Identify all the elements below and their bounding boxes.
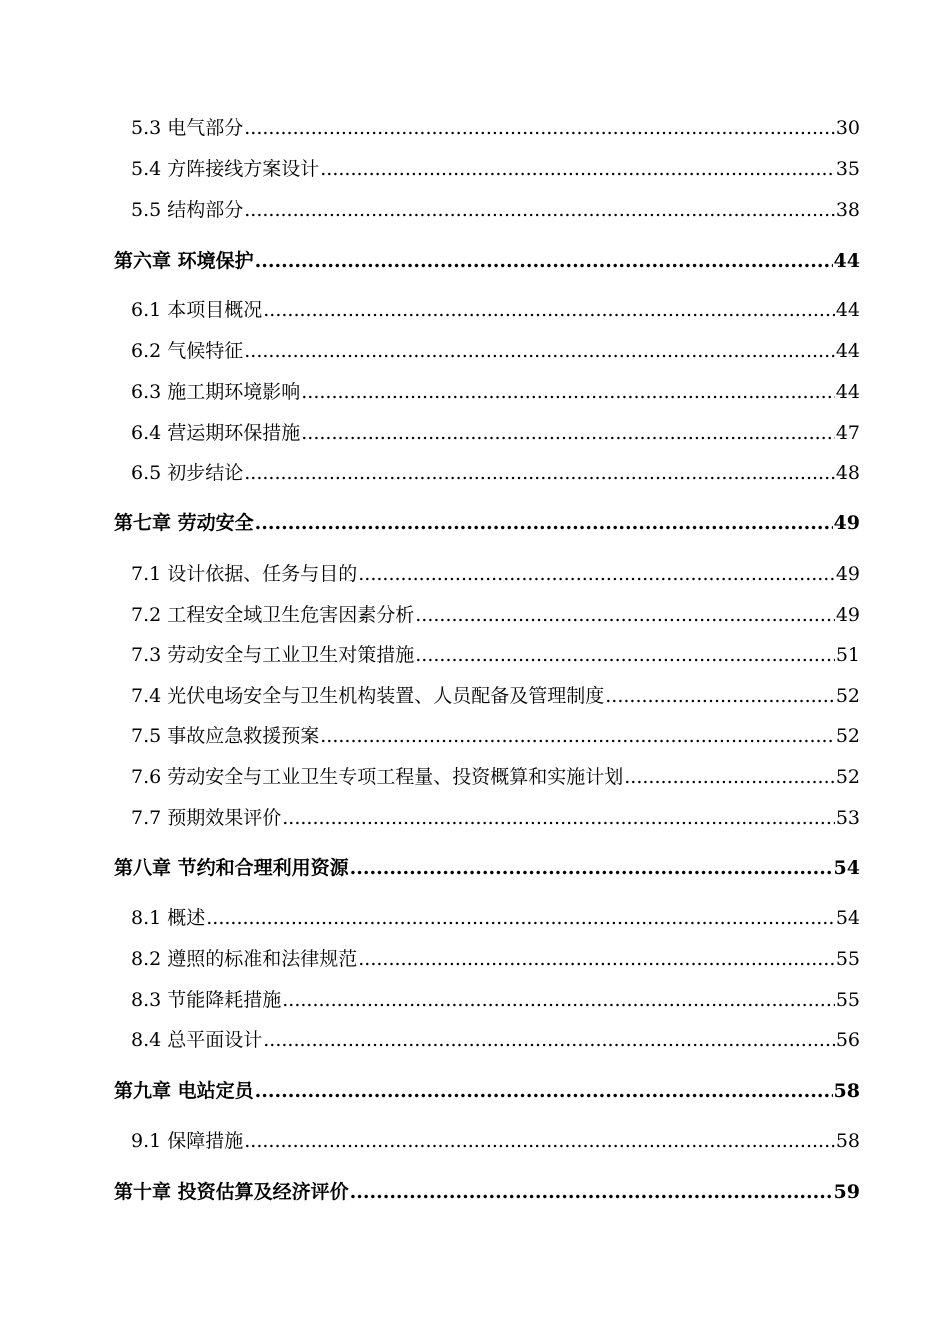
toc-chapter-page: 44 — [833, 250, 860, 272]
toc-entry-5-3[interactable] — [131, 116, 860, 140]
dot-leader — [206, 906, 835, 930]
dot-leader — [263, 298, 835, 322]
toc-chapter-page: 54 — [833, 857, 860, 879]
toc-chapter-page: 58 — [833, 1080, 860, 1102]
dot-leader — [282, 806, 835, 830]
dot-leader — [415, 603, 835, 627]
toc-entry-7-6[interactable] — [131, 765, 860, 789]
dot-leader — [282, 988, 835, 1012]
toc-chapter-page: 59 — [833, 1181, 860, 1203]
toc-entry-label: 7.1 设计依据、任务与目的 — [131, 563, 358, 585]
toc-chapter-9[interactable] — [114, 1079, 860, 1103]
toc-entry-7-7[interactable] — [131, 806, 860, 830]
toc-entry-label: 6.2 气候特征 — [131, 340, 244, 362]
toc-entry-page: 52 — [835, 766, 860, 788]
dot-leader — [244, 461, 835, 485]
dot-leader — [320, 157, 835, 181]
toc-entry-page: 55 — [835, 989, 860, 1011]
toc-chapter-7[interactable] — [114, 511, 860, 535]
toc-entry-8-1[interactable] — [131, 906, 860, 930]
toc-chapter-label: 第八章 节约和合理利用资源 — [114, 857, 349, 879]
toc-entry-7-1[interactable] — [131, 562, 860, 586]
dot-leader — [244, 116, 835, 140]
dot-leader — [301, 380, 835, 404]
toc-entry-label: 7.6 劳动安全与工业卫生专项工程量、投资概算和实施计划 — [131, 766, 624, 788]
toc-entry-page: 44 — [835, 340, 860, 362]
toc-entry-page: 44 — [835, 381, 860, 403]
toc-entry-page: 51 — [835, 644, 860, 666]
dot-leader — [244, 339, 835, 363]
toc-entry-label: 6.5 初步结论 — [131, 462, 244, 484]
toc-entry-label: 5.3 电气部分 — [131, 117, 244, 139]
toc-entry-7-2[interactable] — [131, 603, 860, 627]
toc-entry-page: 30 — [835, 117, 860, 139]
dot-leader — [301, 421, 835, 445]
toc-chapter-label: 第十章 投资估算及经济评价 — [114, 1181, 349, 1203]
toc-entry-label: 7.5 事故应急救援预案 — [131, 725, 320, 747]
toc-entry-6-3[interactable] — [131, 380, 860, 404]
dot-leader — [358, 947, 835, 971]
toc-entry-label: 6.4 营运期环保措施 — [131, 422, 301, 444]
dot-leader — [255, 249, 833, 273]
toc-entry-6-1[interactable] — [131, 298, 860, 322]
toc-entry-7-3[interactable] — [131, 643, 860, 667]
dot-leader — [263, 1028, 835, 1052]
dot-leader — [350, 856, 833, 880]
toc-entry-label: 5.5 结构部分 — [131, 199, 244, 221]
toc-entry-page: 55 — [835, 948, 860, 970]
toc-entry-label: 8.4 总平面设计 — [131, 1029, 263, 1051]
toc-entry-7-4[interactable] — [131, 684, 860, 708]
toc-entry-6-4[interactable] — [131, 421, 860, 445]
toc-chapter-label: 第七章 劳动安全 — [114, 512, 254, 534]
toc-entry-5-4[interactable] — [131, 157, 860, 181]
toc-entry-label: 6.3 施工期环境影响 — [131, 381, 301, 403]
toc-entry-page: 58 — [835, 1130, 860, 1152]
toc-entry-label: 7.2 工程安全域卫生危害因素分析 — [131, 604, 415, 626]
toc-entry-page: 54 — [835, 907, 860, 929]
dot-leader — [244, 198, 835, 222]
toc-entry-page: 48 — [835, 462, 860, 484]
toc-entry-5-5[interactable] — [131, 198, 860, 222]
toc-entry-label: 8.1 概述 — [131, 907, 206, 929]
dot-leader — [358, 562, 835, 586]
dot-leader — [415, 643, 835, 667]
toc-entry-page: 35 — [835, 158, 860, 180]
toc-entry-label: 7.4 光伏电场安全与卫生机构装置、人员配备及管理制度 — [131, 685, 605, 707]
toc-entry-label: 7.3 劳动安全与工业卫生对策措施 — [131, 644, 415, 666]
toc-chapter-page: 49 — [833, 512, 860, 534]
dot-leader — [605, 684, 835, 708]
toc-entry-page: 47 — [835, 422, 860, 444]
toc-entry-page: 49 — [835, 604, 860, 626]
toc-entry-label: 8.3 节能降耗措施 — [131, 989, 282, 1011]
dot-leader — [255, 511, 833, 535]
toc-entry-9-1[interactable] — [131, 1129, 860, 1153]
toc-entry-8-2[interactable] — [131, 947, 860, 971]
dot-leader — [320, 724, 835, 748]
toc-chapter-label: 第九章 电站定员 — [114, 1080, 254, 1102]
toc-entry-8-3[interactable] — [131, 988, 860, 1012]
toc-entry-7-5[interactable] — [131, 724, 860, 748]
toc-entry-page: 52 — [835, 685, 860, 707]
toc-entry-6-2[interactable] — [131, 339, 860, 363]
toc-entry-label: 5.4 方阵接线方案设计 — [131, 158, 320, 180]
toc-entry-page: 52 — [835, 725, 860, 747]
toc-entry-page: 44 — [835, 299, 860, 321]
dot-leader — [255, 1079, 833, 1103]
toc-chapter-8[interactable] — [114, 856, 860, 880]
dot-leader — [244, 1129, 835, 1153]
dot-leader — [624, 765, 835, 789]
toc-entry-8-4[interactable] — [131, 1028, 860, 1052]
toc-entry-label: 7.7 预期效果评价 — [131, 807, 282, 829]
toc-chapter-6[interactable] — [114, 249, 860, 273]
toc-chapter-10[interactable] — [114, 1180, 860, 1204]
toc-entry-page: 49 — [835, 563, 860, 585]
toc-entry-page: 53 — [835, 807, 860, 829]
toc-entry-page: 56 — [835, 1029, 860, 1051]
toc-chapter-label: 第六章 环境保护 — [114, 250, 254, 272]
toc-entry-label: 9.1 保障措施 — [131, 1130, 244, 1152]
dot-leader — [350, 1180, 833, 1204]
toc-entry-page: 38 — [835, 199, 860, 221]
toc-entry-label: 6.1 本项目概况 — [131, 299, 263, 321]
toc-entry-label: 8.2 遵照的标准和法律规范 — [131, 948, 358, 970]
toc-entry-6-5[interactable] — [131, 461, 860, 485]
